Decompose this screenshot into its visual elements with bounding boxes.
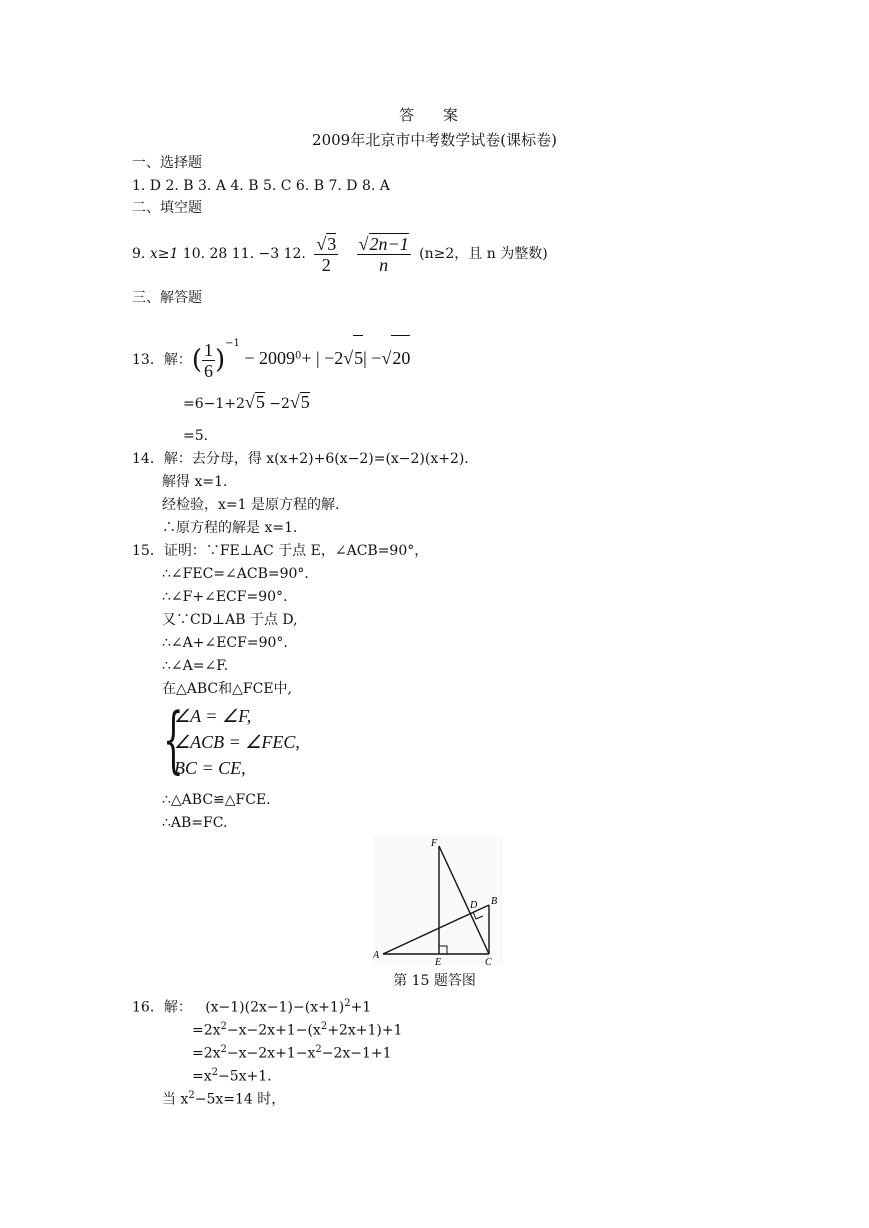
q15-line-3: ∴∠F+∠ECF=90°. (162, 589, 288, 605)
label-F: F (431, 838, 438, 849)
q15-line-2: ∴∠FEC=∠ACB=90°. (162, 566, 309, 582)
q15-figure (373, 836, 503, 966)
fill-in-answers (132, 232, 548, 276)
system-brace: { (163, 697, 184, 781)
q13-expression: 13．解：( $\frac{1}{6}$ )$^{-1} - 2009^0+$ | −2√5| −√20 (132, 322, 410, 370)
q12-fraction-1: $\frac{√3}{2}$ (316, 234, 337, 275)
q16-line-3: $=2x^2-x-2x+1-x^2-2x-1+1$ (192, 1044, 392, 1062)
q16-line-2: $=2x^2-x-2x+1-(x^2+2x+1)+1$ (192, 1021, 403, 1039)
q16-line-5: 当 $x^2-5x=14$ 时， (162, 1090, 286, 1108)
q13-step-2: =6−1+2√5 −2√5 (183, 392, 310, 412)
q15-line-1: 15．证明：∵FE⊥AC 于点 E，∠ACB=90°， (132, 543, 429, 559)
q16-line-4: $=x^2-5x+1$. (192, 1067, 272, 1085)
q15-line-4: 又∵CD⊥AB 于点 D, (162, 612, 298, 628)
q9-answer: x≥1 (149, 246, 179, 262)
figure-background (373, 836, 503, 966)
q15-line-9: ∴AB=FC. (162, 815, 228, 831)
q14-line-2: 解得 x=1. (162, 474, 228, 490)
section-one-answers: 1. D 2. B 3. A 4. B 5. C 6. B 7. D 8. A (132, 178, 390, 194)
figure-caption: 第 15 题答图 (393, 973, 476, 989)
label-A: A (373, 950, 380, 961)
section-three-heading: 三、解答题 (132, 290, 202, 306)
q15-line-5: ∴∠A+∠ECF=90°. (162, 635, 288, 651)
q14-line-3: 经检验，x=1 是原方程的解. (162, 497, 340, 513)
exam-subtitle: 2009年北京市中考数学试卷(课标卷) (312, 131, 557, 149)
q9-number: 9. (132, 246, 150, 262)
q15-system-3: BC = CE, (174, 758, 246, 778)
q15-system-2: ∠ACB = ∠FEC, (174, 732, 300, 752)
q15-line-8: ∴△ABC≌△FCE. (162, 792, 271, 808)
q15-system-1: ∠A = ∠F, (174, 706, 252, 726)
section-two-heading: 二、填空题 (132, 200, 202, 216)
q15-line-6: ∴∠A=∠F. (162, 658, 229, 674)
section-one-heading: 一、选择题 (132, 155, 202, 171)
q15-line-7: 在△ABC和△FCE中, (162, 681, 292, 697)
q16-line-1: 16．解： $(x-1)(2x-1)-(x+1)^2+1$ (132, 998, 372, 1016)
label-D: D (470, 900, 478, 911)
label-C: C (485, 957, 492, 966)
answer-title: 答 案 (399, 106, 470, 124)
q10-12-answers: 10. 28 11. −3 12. (178, 246, 306, 262)
q12-fraction-2: $\frac{√2n-1}{n}$ (358, 234, 409, 275)
q14-line-1: 14．解：去分母，得 x(x+2)+6(x−2)=(x−2)(x+2). (132, 451, 469, 467)
label-B: B (491, 896, 498, 907)
q13-result: =5. (183, 428, 209, 444)
q12-condition: (n≥2，且 n 为整数) (419, 246, 548, 262)
label-E: E (435, 957, 442, 966)
q14-line-4: ∴原方程的解是 x=1. (162, 520, 298, 536)
